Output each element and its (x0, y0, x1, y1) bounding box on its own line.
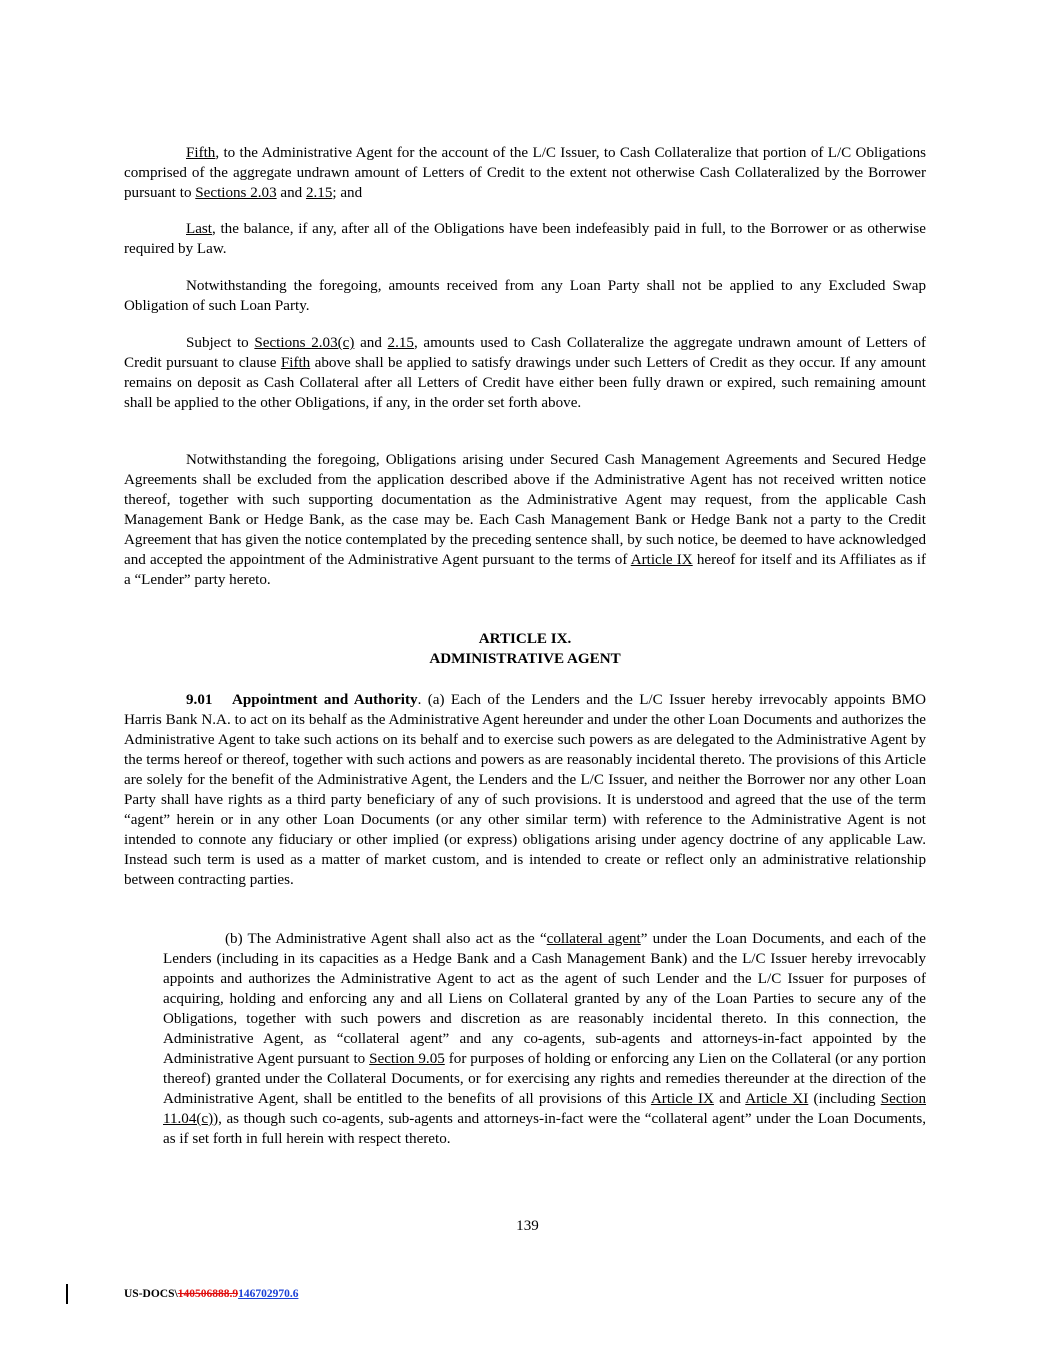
doc-id-prefix: US-DOCS\ (124, 1288, 178, 1300)
paragraph-subject-to: Subject to Sections 2.03(c) and 2.15, amounts used to Cash Collateralize the aggregate undrawn amount of Letters of Credit pursuant to clause Fifth above shall be applied to satisfy drawings under such Letters of Credit as they occur. If any amount remains on deposit as Cash Collateral after all Letters of Credit have either been fully drawn or expired, such remaining amount shall be applied to the other Obligations, if any, in the order set forth above. (124, 335, 927, 411)
term-collateral-agent: collateral agent (546, 931, 641, 947)
paragraph-fifth: Fifth, to the Administrative Agent for the account of the L/C Issuer, to Cash Collateralize that portion of L/C Obligations comprised of the aggregate undrawn amount of Letters of Credit to the extent not otherwise Cash Collateralized by the Borrower pursuant to Sections 2.03 and 2.15; and (124, 145, 926, 201)
article-number: ARTICLE IX. (478, 631, 572, 647)
ref-article-xi: Article XI (745, 1091, 809, 1107)
doc-id-footer (124, 1288, 298, 1300)
ref-section-9-05: Section 9.05 (369, 1051, 445, 1067)
section-number: 9.01 (186, 692, 213, 708)
paragraph-excluded-swap: Notwithstanding the foregoing, amounts received from any Loan Party shall not be applied to any Excluded Swap Obligation of such Loan Party. (124, 278, 926, 314)
change-bar (66, 1284, 68, 1304)
term-last: Last (186, 221, 212, 237)
ref-2-15: 2.15 (387, 335, 414, 351)
section-heading: Appointment and Authority (232, 692, 418, 708)
doc-id-deleted: 140506888.9 (177, 1288, 239, 1300)
paragraph-notwithstanding: Notwithstanding the foregoing, Obligations arising under Secured Cash Management Agreements and Secured Hedge Agreements shall be excluded from the application described above if the Administrative Agent has not received written notice thereof, together with such supporting documentation as the Administrative Agent may request, from the applicable Cash Management Bank or Hedge Bank, as the case may be. Each Cash Management Bank or Hedge Bank not a party to the Credit Agreement that has given the notice contemplated by the preceding sentence shall, by such notice, be deemed to have acknowledged and accepted the appointment of the Administrative Agent pursuant to the terms of Article IX hereof for itself and its Affiliates as if a “Lender” party hereto. (124, 452, 927, 588)
section-9-01: 9.01 Appointment and Authority. (a) Each of the Lenders and the L/C Issuer hereby irrevocably appoints BMO Harris Bank N.A. to act on its behalf as the Administrative Agent hereunder and under the other Loan Documents and authorizes the Administrative Agent to take such actions on its behalf and to exercise such powers as are delegated to the Administrative Agent by the terms hereof or thereof, together with such actions and powers as are reasonably incidental thereto. The provisions of this Article are solely for the benefit of the Administrative Agent, the Lenders and the L/C Issuer, and neither the Borrower nor any other Loan Party shall have rights as a third party beneficiary of any of such provisions. It is understood and agreed that the use of the term “agent” herein or in any other Loan Documents (or any other similar term) with reference to the Administrative Agent is not intended to connote any fiduciary or other implied (or express) obligations arising under agency doctrine of any applicable Law. Instead such term is used as a matter of market custom, and is intended to create or reflect only an administrative relationship between contracting parties. (124, 692, 926, 888)
doc-id-inserted: 146702970.6 (238, 1288, 299, 1300)
section-9-01-b: (b) The Administrative Agent shall also act as the “collateral agent” under the Loan Documents, and each of the Lenders (including in its capacities as a Hedge Bank and a Cash Management Bank) and the L/C Issuer hereby irrevocably appoints and authorizes the Administrative Agent to act as the agent of such Lender and the L/C Issuer for purposes of acquiring, holding and enforcing any and all Liens on Collateral granted by any of the Loan Parties to secure any of the Obligations, together with such powers and discretion as are reasonably incidental thereto. In this connection, the Administrative Agent, as “collateral agent” and any co-agents, sub-agents and attorneys-in-fact appointed by the Administrative Agent pursuant to Section 9.05 for purposes of holding or enforcing any Lien on the Collateral (or any portion thereof) granted under the Collateral Documents, or for exercising any rights and remedies thereunder at the direction of the Administrative Agent, shall be entitled to the benefits of all provisions of this Article IX and Article XI (including Section 11.04(c)), as though such co-agents, sub-agents and attorneys-in-fact were the “collateral agent” under the Loan Documents, as if set forth in full herein with respect thereto. (163, 931, 927, 1147)
ref-article-ix: Article IX (630, 552, 693, 568)
ref-sections-2-03: Sections 2.03 (195, 185, 277, 201)
ref-article-ix: Article IX (650, 1091, 714, 1107)
ref-sections-2-03c: Sections 2.03(c) (254, 335, 355, 351)
term-fifth: Fifth (186, 145, 216, 161)
ref-2-15: 2.15 (305, 185, 333, 201)
article-title: ADMINISTRATIVE AGENT (429, 651, 621, 667)
ref-section-11-04c: Section 11.04(c) (163, 1091, 927, 1127)
page-number: 139 (516, 1218, 539, 1234)
ref-fifth: Fifth (280, 355, 311, 371)
paragraph-last: Last, the balance, if any, after all of the Obligations have been indefeasibly paid in full, to the Borrower or as otherwise required by Law. (124, 221, 926, 257)
